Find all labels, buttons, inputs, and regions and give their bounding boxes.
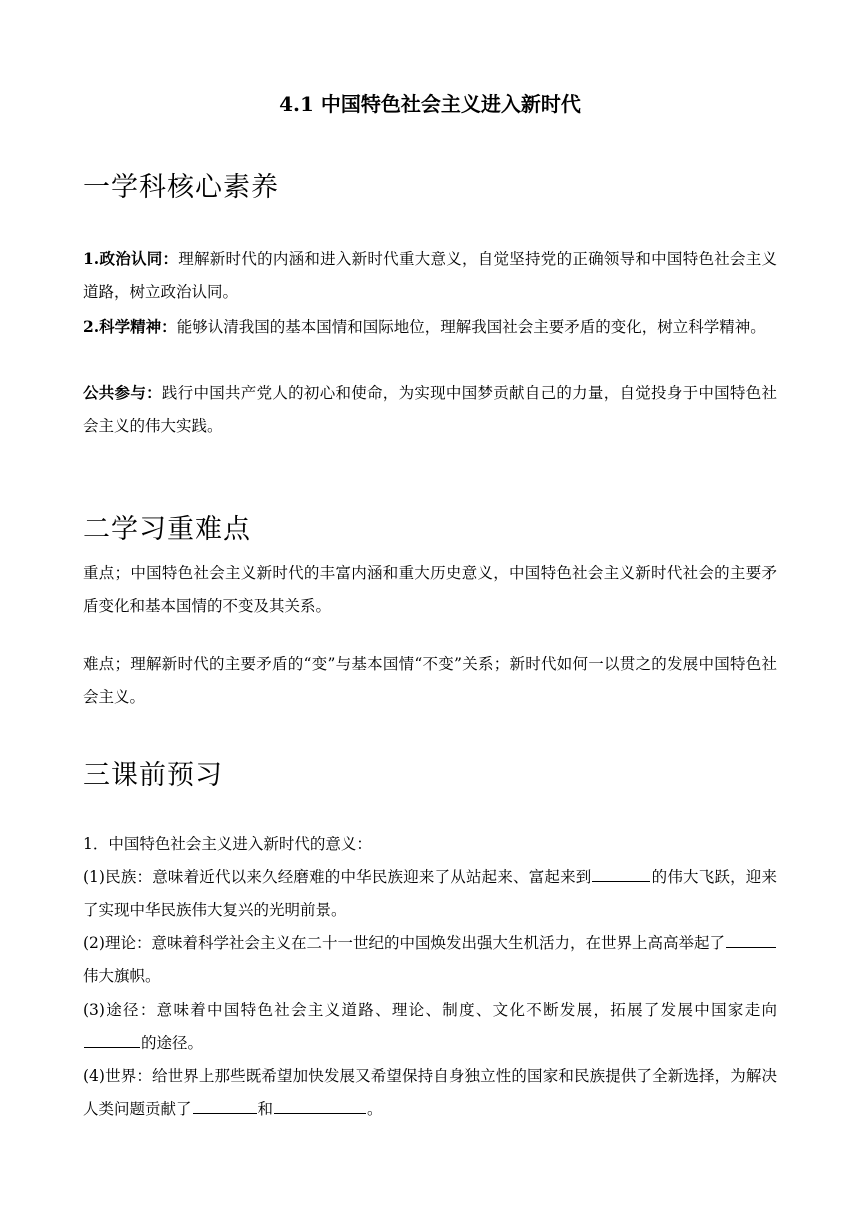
item-text: 践行中国共产党人的初心和使命，为实现中国梦贡献自己的力量，自觉投身于中国特色社会主义的伟大实践。 [83, 384, 777, 435]
core-literacy-item [83, 310, 777, 344]
preview-fill-item [83, 861, 777, 927]
section-heading-key-difficult-points: 二学习重难点 [83, 514, 251, 545]
item-text-before: (3)途径：意味着中国特色社会主义道路、理论、制度、文化不断发展，拓展了发展中国家走向 [83, 1001, 777, 1019]
item-lead: 公共参与： [83, 383, 162, 402]
item-text-after: 的伟大飞跃，迎来了实现中华民族伟大复兴的光明前景。 [83, 868, 777, 919]
item-text-before: (4)世界：给世界上那些既希望加快发展又希望保持自身独立性的国家和民族提供了全新选择，为解决人类问题贡献了 [83, 1067, 777, 1118]
section-heading-core-literacy: 一学科核心素养 [83, 172, 279, 203]
key-point-paragraph: 重点；中国特色社会主义新时代的丰富内涵和重大历史意义，中国特色社会主义新时代社会的主要矛盾变化和基本国情的不变及其关系。 [83, 564, 777, 615]
item-lead: 2.科学精神： [83, 317, 177, 336]
preview-fill-item [83, 994, 777, 1060]
preview-fill-item [83, 1060, 777, 1126]
answer-blank[interactable] [726, 929, 776, 948]
preview-fill-item [83, 927, 777, 993]
item-text: 能够认清我国的基本国情和国际地位，理解我国社会主要矛盾的变化，树立科学精神。 [176, 318, 766, 336]
item-text-before: (1)民族：意味着近代以来久经磨难的中华民族迎来了从站起来、富起来到 [83, 868, 592, 886]
document-title: 4.1 中国特色社会主义进入新时代 [279, 92, 581, 116]
item-text-after: 伟大旗帜。 [83, 967, 161, 985]
core-literacy-item [83, 242, 777, 309]
item-text-middle: 和 [257, 1100, 274, 1118]
answer-blank[interactable] [84, 1029, 140, 1048]
answer-blank[interactable] [193, 1095, 257, 1114]
item-text-after: 的途径。 [141, 1034, 204, 1052]
item-text: 理解新时代的内涵和进入新时代重大意义，自觉坚持党的正确领导和中国特色社会主义道路，树立政治认同。 [83, 250, 777, 301]
answer-blank[interactable] [274, 1095, 366, 1114]
answer-blank[interactable] [592, 863, 650, 882]
difficult-point-paragraph: 难点；理解新时代的主要矛盾的“变”与基本国情“不变”关系；新时代如何一以贯之的发展中国特色社会主义。 [83, 655, 777, 706]
section-heading-preview: 三课前预习 [83, 760, 223, 791]
item-lead: 1.政治认同： [83, 249, 179, 268]
item-text-after: 。 [367, 1100, 383, 1118]
preview-question: 1．中国特色社会主义进入新时代的意义： [83, 835, 372, 853]
core-literacy-item [83, 376, 777, 443]
item-text-before: (2)理论：意味着科学社会主义在二十一世纪的中国焕发出强大生机活力，在世界上高高举起了 [83, 934, 725, 952]
